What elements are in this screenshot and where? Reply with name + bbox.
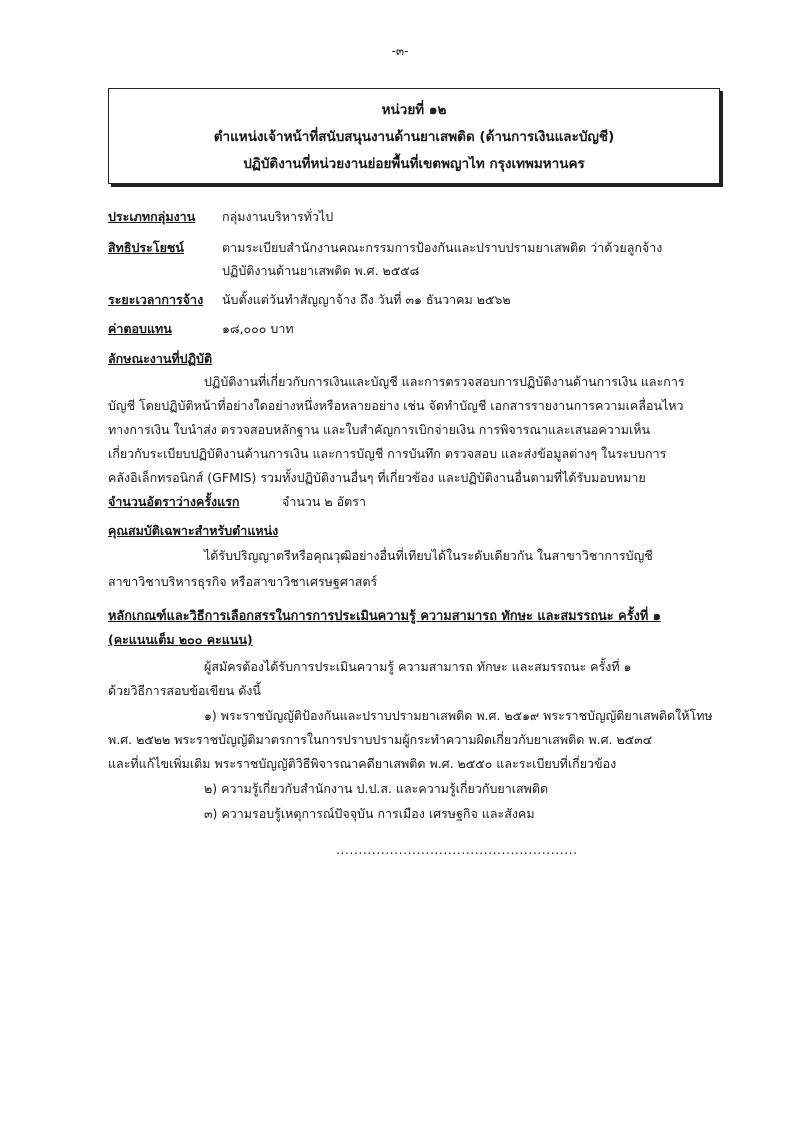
qualifications-line-1: ได้รับปริญญาตรีหรือคุณวุฒิอย่างอื่นที่เทียบได้ในระดับเดียวกัน ในสาขาวิชาการบัญชี: [204, 548, 653, 563]
period-row: [108, 290, 203, 310]
duties-line-3: ทางการเงิน ใบนำส่ง ตรวจสอบหลักฐาน และใบสำคัญการเบิกจ่ายเงิน การพิจารณาและเสนอความเห็น: [108, 422, 651, 437]
benefits-line-2: ปฏิบัติงานด้านยาเสพติด พ.ศ. ๒๕๕๘: [222, 263, 420, 278]
duties-label: ลักษณะงานที่ปฏิบัติ: [108, 351, 213, 366]
criteria-item-1-line-1: ๑) พระราชบัญญัติป้องกันและปราบปรามยาเสพติด พ.ศ. ๒๕๑๙ พระราชบัญญัติยาเสพติดให้โทษ: [204, 708, 713, 723]
duties-line-4: เกี่ยวกับระเบียบปฏิบัติงานด้านการเงิน และการบัญชี การบันทึก ตรวจสอบ และส่งข้อมูลต่างๆ ในระบบการ: [108, 446, 667, 461]
criteria-item-2: ๒) ความรู้เกี่ยวกับสำนักงาน ป.ป.ส. และความรู้เกี่ยวกับยาเสพติด: [204, 781, 549, 796]
job-group-row: [108, 207, 195, 227]
duties-line-5: คลังอิเล็กทรอนิกส์ (GFMIS) รวมทั้งปฏิบัติงานอื่นๆ ที่เกี่ยวข้อง และปฏิบัติงานอื่นตามที่ได้รับมอบหมาย: [108, 470, 646, 485]
compensation-row: [108, 319, 172, 339]
vacancies-label: จำนวนอัตราว่างครั้งแรก: [108, 494, 240, 509]
duties-heading: [108, 349, 212, 369]
position-title: ตำแหน่งเจ้าหน้าที่สนับสนุนงานด้านยาเสพติด (ด้านการเงินและบัญชี): [213, 129, 615, 145]
unit-title: หน่วยที่ ๑๒: [381, 102, 447, 118]
compensation-label: ค่าตอบแทน: [108, 321, 172, 336]
job-group-value: กลุ่มงานบริหารทั่วไป: [222, 209, 334, 224]
job-group-label: ประเภทกลุ่มงาน: [108, 209, 196, 224]
benefits-label: สิทธิประโยชน์: [108, 240, 184, 255]
benefits-row: [108, 238, 184, 258]
page-number: -๓-: [391, 44, 409, 58]
vacancies-value: จำนวน ๒ อัตรา: [282, 494, 366, 509]
qualifications-heading: [108, 521, 278, 541]
period-label: ระยะเวลาการจ้าง: [108, 292, 204, 307]
criteria-intro-1: ผู้สมัครต้องได้รับการประเมินความรู้ ความสามารถ ทักษะ และสมรรถนะ ครั้งที่ ๑: [204, 659, 632, 674]
benefits-line-1: ตามระเบียบสำนักงานคณะกรรมการป้องกันและปราบปรามยาเสพติด ว่าด้วยลูกจ้าง: [222, 240, 663, 255]
location-title: ปฏิบัติงานที่หน่วยงานย่อยพื้นที่เขตพญาไท กรุงเทพมหานคร: [243, 156, 585, 172]
criteria-item-1-line-2: พ.ศ. ๒๕๒๒ พระราชบัญญัติมาตรการในการปราบปรามผู้กระทำความผิดเกี่ยวกับยาเสพติด พ.ศ. ๒๕๓๔: [108, 732, 653, 747]
criteria-heading-2: (คะแนนเต็ม ๒๐๐ คะแนน): [108, 632, 253, 647]
qualifications-label: คุณสมบัติเฉพาะสำหรับตำแหน่ง: [108, 523, 279, 538]
qualifications-line-2: สาขาวิชาบริหารธุรกิจ หรือสาขาวิชาเศรษฐศาสตร์: [108, 574, 378, 589]
separator-dots: ......................................................: [336, 842, 578, 857]
duties-line-2: บัญชี โดยปฏิบัติหน้าที่อย่างใดอย่างหนึ่งหรือหลายอย่าง เช่น จัดทำบัญชี เอกสารรายงานการความเคลื่อนไหว: [108, 398, 684, 413]
criteria-heading-1: หลักเกณฑ์และวิธีการเลือกสรรในการการประเมินความรู้ ความสามารถ ทักษะ และสมรรถนะ ครั้งที่ ๑: [108, 609, 661, 624]
period-value: นับตั้งแต่วันทำสัญญาจ้าง ถึง วันที่ ๓๑ ธันวาคม ๒๕๖๒: [222, 292, 511, 307]
criteria-item-1-line-3: และที่แก้ไขเพิ่มเติม พระราชบัญญัติวิธีพิจารณาคดียาเสพติด พ.ศ. ๒๕๕๐ และระเบียบที่เกี่ยวข้อง: [108, 756, 617, 771]
vacancies-row: [108, 492, 239, 512]
duties-line-1: ปฏิบัติงานที่เกี่ยวกับการเงินและบัญชี และการตรวจสอบการปฏิบัติงานด้านการเงิน และการ: [204, 374, 685, 389]
criteria-intro-2: ด้วยวิธีการสอบข้อเขียน ดังนี้: [108, 683, 261, 698]
compensation-value: ๑๘,๐๐๐ บาท: [222, 321, 294, 336]
title-box: [108, 88, 720, 184]
criteria-item-3: ๓) ความรอบรู้เหตุการณ์ปัจจุบัน การเมือง เศรษฐกิจ และสังคม: [204, 806, 535, 821]
